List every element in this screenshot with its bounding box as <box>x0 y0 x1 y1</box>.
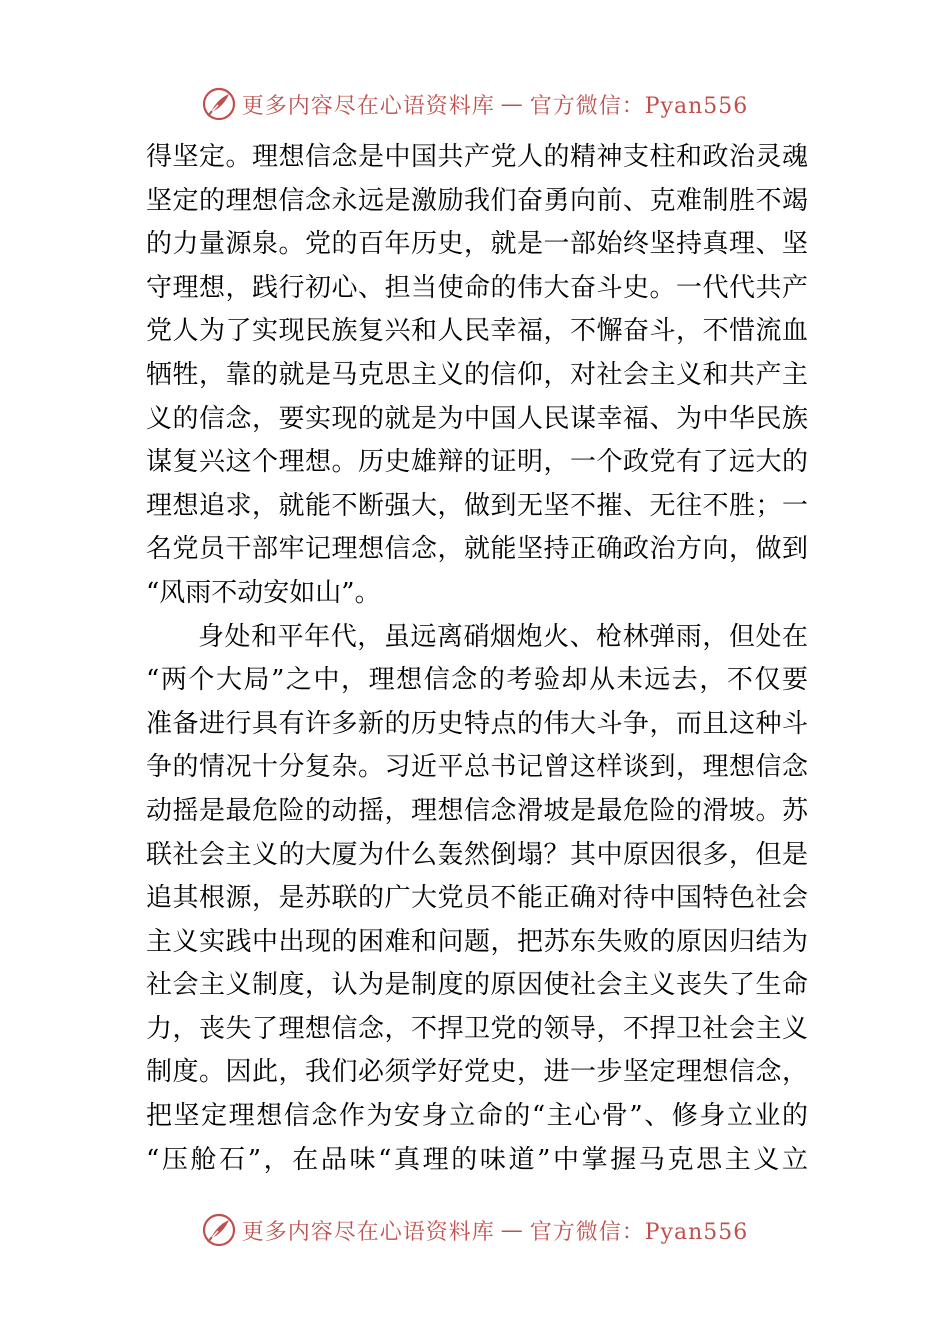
text-line: “风雨不动安如山”。 <box>146 577 381 608</box>
text-line: 谋复兴这个理想。历史雄辩的证明，一个政党有了远大的 <box>146 447 808 478</box>
text-line: 主义实践中出现的困难和问题，把苏东失败的原因归结为 <box>146 926 808 957</box>
text-line: “两个大局”之中，理想信念的考验却从未远去，不仅要 <box>146 665 808 696</box>
text-line: 得坚定。理想信念是中国共产党人的精神支柱和政治灵魂 <box>146 142 808 172</box>
text-line: 力，丧失了理想信念，不捍卫党的领导，不捍卫社会主义 <box>146 1013 808 1044</box>
text-line: 把坚定理想信念作为安身立命的“主心骨”、修身立业的 <box>146 1101 808 1132</box>
text-line: 身处和平年代，虽远离硝烟炮火、枪林弹雨，但处在 <box>198 621 808 652</box>
text-line: 联社会主义的大厦为什么轰然倒塌？其中原因很多，但是 <box>146 839 808 870</box>
text-line: “压舱石”，在品味“真理的味道”中掌握马克思主义立 <box>146 1144 808 1175</box>
text-line: 守理想，践行初心、担当使命的伟大奋斗史。一代代共产 <box>146 272 808 303</box>
text-line: 制度。因此，我们必须学好党史，进一步坚定理想信念， <box>146 1057 808 1088</box>
text-line: 坚定的理想信念永远是激励我们奋勇向前、克难制胜不竭 <box>146 185 808 216</box>
text-line: 党人为了实现民族复兴和人民幸福，不懈奋斗，不惜流血 <box>146 316 808 347</box>
header-dash: — <box>500 91 524 117</box>
text-line: 名党员干部牢记理想信念，就能坚持正确政治方向，做到 <box>146 534 808 565</box>
text-line: 义的信念，要实现的就是为中国人民谋幸福、为中华民族 <box>146 403 808 434</box>
paragraph-1 <box>146 136 808 616</box>
footer-banner <box>0 1210 950 1250</box>
text-line: 理想追求，就能不断强大，做到无坚不摧、无往不胜；一 <box>146 490 808 521</box>
paragraph-2 <box>146 616 808 1183</box>
footer-site-text: 更多内容尽在心语资料库 <box>241 1219 495 1245</box>
header-site-text: 更多内容尽在心语资料库 <box>241 93 495 119</box>
document-body <box>146 136 808 1182</box>
quill-logo-icon <box>202 1213 236 1247</box>
text-line: 社会主义制度，认为是制度的原因使社会主义丧失了生命 <box>146 970 808 1001</box>
text-line: 争的情况十分复杂。习近平总书记曾这样谈到，理想信念 <box>146 752 808 783</box>
text-line: 的力量源泉。党的百年历史，就是一部始终坚持真理、坚 <box>146 229 808 260</box>
footer-banner-content <box>202 1213 749 1247</box>
footer-dash: — <box>500 1217 524 1243</box>
header-wechat-text: 官方微信：Pyan556 <box>529 93 749 119</box>
quill-logo-icon <box>202 87 236 121</box>
text-line: 追其根源，是苏联的广大党员不能正确对待中国特色社会 <box>146 883 808 914</box>
header-banner-content <box>202 87 749 121</box>
text-line: 动摇是最危险的动摇，理想信念滑坡是最危险的滑坡。苏 <box>146 795 808 826</box>
text-line: 牺牲，靠的就是马克思主义的信仰，对社会主义和共产主 <box>146 359 808 390</box>
footer-wechat-text: 官方微信：Pyan556 <box>529 1219 749 1245</box>
text-line: 准备进行具有许多新的历史特点的伟大斗争，而且这种斗 <box>146 708 808 739</box>
header-banner <box>0 84 950 124</box>
